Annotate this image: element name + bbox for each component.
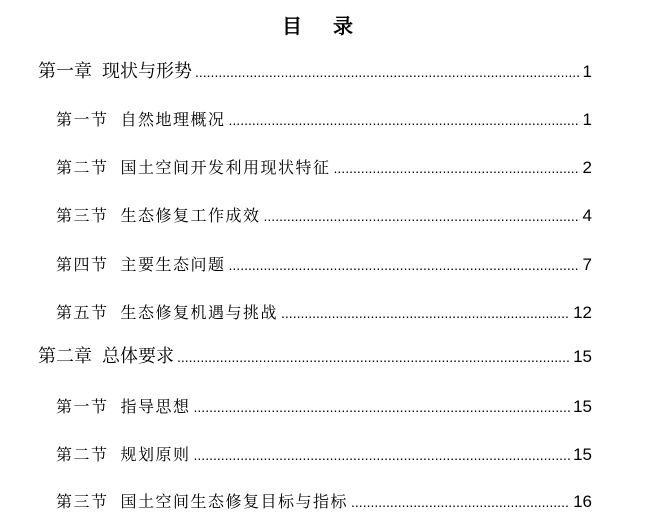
entry-number: 第一节 xyxy=(56,110,109,129)
entry-title: 主要生态问题 xyxy=(120,255,226,274)
entry-number: 第三节 xyxy=(56,206,109,225)
dot-leader xyxy=(334,156,580,180)
toc-entry-section-1-5[interactable] xyxy=(56,301,592,325)
toc-entry-section-1-2[interactable] xyxy=(56,156,592,180)
toc-entry-section-1-1[interactable] xyxy=(56,108,592,132)
page-number: 1 xyxy=(582,110,592,129)
entry-number: 第二节 xyxy=(56,445,109,464)
entry-number: 第一章 xyxy=(38,61,92,82)
dot-leader xyxy=(194,443,571,467)
dot-leader xyxy=(195,59,580,85)
dot-leader xyxy=(194,395,571,419)
toc-entry-section-2-2[interactable] xyxy=(56,443,592,467)
toc-entry-section-1-4[interactable] xyxy=(56,253,592,277)
entry-title: 国土空间生态修复目标与指标 xyxy=(120,492,349,511)
toc-title: 目 录 xyxy=(282,14,365,38)
page-number: 4 xyxy=(582,206,592,225)
entry-title: 生态修复工作成效 xyxy=(120,206,261,225)
page-number: 15 xyxy=(573,445,592,464)
page-number: 12 xyxy=(573,303,592,322)
dot-leader xyxy=(177,344,570,370)
toc-entry-section-2-1[interactable] xyxy=(56,395,592,419)
dot-leader xyxy=(281,301,570,325)
page-number: 15 xyxy=(573,397,592,416)
page-number: 16 xyxy=(573,492,592,511)
entry-number: 第三节 xyxy=(56,492,109,511)
toc-entry-chapter-2[interactable] xyxy=(38,344,592,370)
entry-title: 指导思想 xyxy=(120,397,191,416)
entry-number: 第二章 xyxy=(38,346,92,367)
entry-number: 第五节 xyxy=(56,303,109,322)
entry-title: 自然地理概况 xyxy=(120,110,226,129)
dot-leader xyxy=(351,490,570,514)
entry-title: 规划原则 xyxy=(120,445,191,464)
toc-entry-section-2-3[interactable] xyxy=(56,490,592,514)
page-number: 2 xyxy=(582,158,592,177)
dot-leader xyxy=(229,253,580,277)
dot-leader xyxy=(229,108,580,132)
dot-leader xyxy=(264,204,580,228)
page-number: 15 xyxy=(573,347,592,366)
entry-number: 第二节 xyxy=(56,158,109,177)
entry-title: 国土空间开发利用现状特征 xyxy=(120,158,331,177)
entry-title: 现状与形势 xyxy=(102,61,192,82)
entry-title: 总体要求 xyxy=(102,346,174,367)
entry-title: 生态修复机遇与挑战 xyxy=(120,303,279,322)
entry-number: 第一节 xyxy=(56,397,109,416)
entry-number: 第四节 xyxy=(56,255,109,274)
toc-entry-section-1-3[interactable] xyxy=(56,204,592,228)
page-number: 7 xyxy=(582,255,592,274)
toc-entry-chapter-1[interactable] xyxy=(38,59,592,85)
page-number: 1 xyxy=(582,62,592,81)
